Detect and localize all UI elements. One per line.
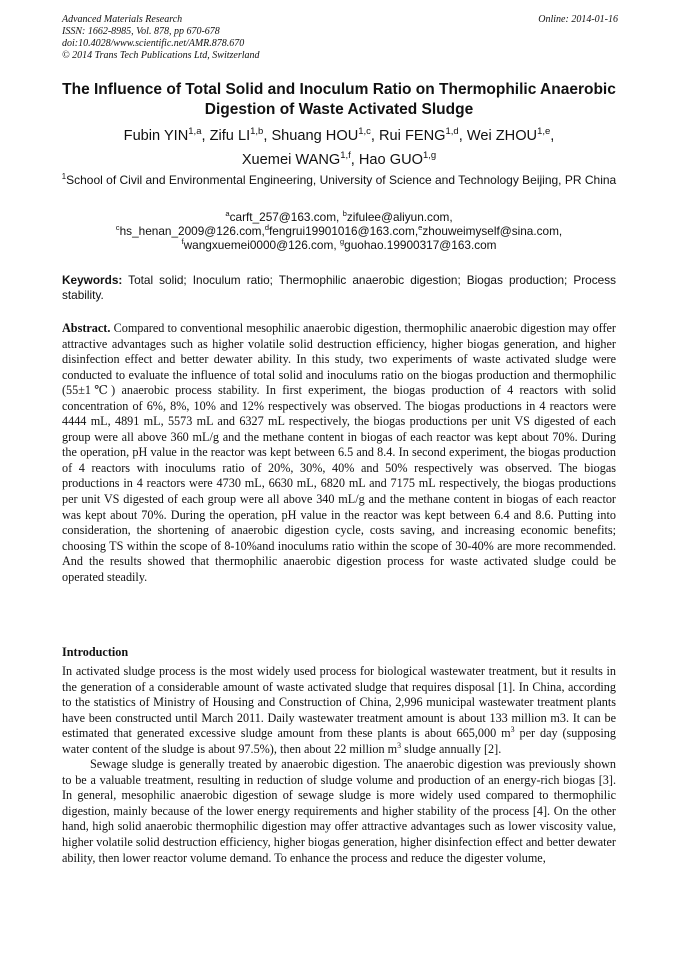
author-sup: 1,e [537,126,551,138]
section-heading-introduction: Introduction [62,645,129,659]
intro-p1-sup: 3 [397,740,402,750]
issn-line: ISSN: 1662-8985, Vol. 878, pp 670-678 [62,26,220,37]
author-sup: 1,c [358,126,371,138]
email-address[interactable]: carft_257@163.com [229,210,337,224]
email-address[interactable]: zifulee@aliyun.com [346,210,450,224]
author-sup: 1,f [340,150,351,162]
email-address[interactable]: fengrui19901016@163.com [269,224,415,238]
email-sup: a [225,209,230,219]
author-name: Rui FENG [379,128,446,144]
email-address[interactable]: wangxuemei0000@126.com [183,238,334,252]
affiliation [40,173,638,188]
author-name: Zifu LI [209,128,251,144]
email-line-1: $^a$carft_257@163.com, $^b$zifulee@aliyun.com, [225,209,453,224]
keywords-block [62,273,616,303]
intro-paragraph-2: Sewage sludge is generally treated by anaerobic digestion. The anaerobic digestion was previously shown to be a valuable treatment, resulting in reduction of sludge volume and production of an energy-rich biogas [3]. In general, mesophilic anaerobic digestion of sewage sludge is more widely used compared to thermophilic digestion, mainly because of the lower energy requirements and higher stability of the process [4]. On the other hand, high solid anaerobic thermophilic digestion may offer attractive advantages such as lower viscosity value, higher volatile solid destruction efficiency, higher biogas generation, higher disinfection effect and better dewater ability, then lower reactor volume demand. To enhance the process and reduce the digester volume, [62,757,616,865]
email-line-3: $^f$wangxuemei0000@126.com, $^g$guohao.19900317@163.com [181,237,497,252]
introduction-body [62,664,616,866]
author-sup: 1,b [250,126,264,138]
email-address[interactable]: hs_henan_2009@126.com [119,224,262,238]
intro-p1-sup: 3 [510,725,515,735]
author-line-1: Fubin YIN$^{1,a}$, Zifu LI$^{1,b}$, Shuang HOU$^{1,c}$, Rui FENG$^{1,d}$, Wei ZHOU$^{1,e}$, [123,126,555,144]
email-address[interactable]: guohao.19900317@163.com [344,238,497,252]
author-name: Wei ZHOU [466,128,538,144]
author-name: Fubin YIN [123,128,189,144]
author-sup: 1,d [445,126,459,138]
author-name: Xuemei WANG [241,152,341,168]
author-sup: 1,a [188,126,202,138]
email-sup: c [115,223,120,233]
affiliation-text: School of Civil and Environmental Engineering, University of Science and Technology Beijing, PR China [66,173,617,187]
email-sup: b [342,209,347,219]
email-list [40,210,638,252]
author-list [40,124,638,172]
copyright-line: © 2014 Trans Tech Publications Ltd, Switzerland [62,50,260,61]
author-line-2: Xuemei WANG$^{1,f}$, Hao GUO$^{1,g}$ [241,150,437,168]
author-name: Shuang HOU [271,128,359,144]
email-sup: d [264,223,270,233]
journal-name: Advanced Materials Research [62,14,183,25]
keywords-label: Keywords: [62,273,123,287]
abstract-label: Abstract. [62,321,111,335]
abstract-block [62,321,616,585]
email-line-2: $^c$hs_henan_2009@126.com,$^d$fengrui19901016@163.com,$^e$zhouweimyself@sina.com, [115,223,563,238]
intro-p1-text-b: per day (supposing water content of the sludge is about 97.5%), then about 22 million m [62,726,616,756]
author-sup: 1,g [422,150,437,162]
running-header [62,14,618,62]
paper-title: The Influence of Total Solid and Inoculum Ratio on Thermophilic Anaerobic Digestion of Waste Activated Sludge [62,81,616,118]
email-address[interactable]: zhouweimyself@sina.com [422,224,559,238]
affiliation-sup: 1 [61,172,67,181]
author-name: Hao GUO [358,152,423,168]
online-date: Online: 2014-01-16 [538,14,618,25]
keywords-text: Total solid; Inoculum ratio; Thermophilic anaerobic digestion; Biogas production; Process stability. [62,273,616,302]
intro-paragraph-1 [62,664,616,757]
intro-p1-text-a: In activated sludge process is the most widely used process for biological wastewater treatment, but it results in the generation of a considerable amount of waste activated sludge that requires disposal [1]. In China, according to the statistics of Ministry of Housing and Construction of China, 2,996 municipal wastewater treatment plants have been constructed until March 2011. Daily wastewater treatment amount is about 133 million m3. It can be estimated that generated excessive sludge amount from these plants is about 665,000 m [62,664,616,741]
doi-line[interactable]: doi:10.4028/www.scientific.net/AMR.878.670 [62,38,245,49]
email-sup: e [418,223,423,233]
email-sup: f [181,237,184,247]
email-sup: g [339,237,345,247]
intro-p1-text-c: sludge annually [2]. [401,741,502,756]
abstract-text: Compared to conventional mesophilic anaerobic digestion, thermophilic anaerobic digestion may offer attractive advantages such as higher volatile solid destruction efficiency, higher biogas generation, and higher disinfection effect and better dewater ability. In this study, two experiments of waste activated sludge were conducted to evaluate the influence of total solid and inoculums ratio on the biogas production and thermophilic (55±1℃) anaerobic process stability. In first experiment, the biogas production of 4 reactors with solid concentration of 6%, 8%, 10% and 12% respectively was observed. The biogas productions in 4 reactors were 4444 mL, 4891 mL, 5573 mL and 6327 mL respectively, the biogas productions per unit VS digested of each group were all above 360 mL/g and the methane content in biogas of each reactor was kept about 70%. During the operation, pH value in the reactor was kept between 6.5 and 8.4. In second experiment, the biogas production of 4 reactors with inoculums ratio of 20%, 30%, 40% and 50% respectively was observed. The biogas productions in 4 reactors were 4730 mL, 6630 mL, 6820 mL and 7175 mL respectively, the biogas productions per unit VS digested of each group were all above 340 mL/g and the methane content in biogas of each reactor was kept about 70%. During the operation, pH value in the reactor was kept between 6.4 and 8.6. Putting into consideration, the shortening of anaerobic digestion cycle, costs saving, and increasing economic benefits; choosing TS within the scope of 8-10%and inoculums ratio within the scope of 30-40% are more recommended. And the results showed that thermophilic anaerobic digestion process for waste activated sludge could be operated steadily. [62,321,616,584]
